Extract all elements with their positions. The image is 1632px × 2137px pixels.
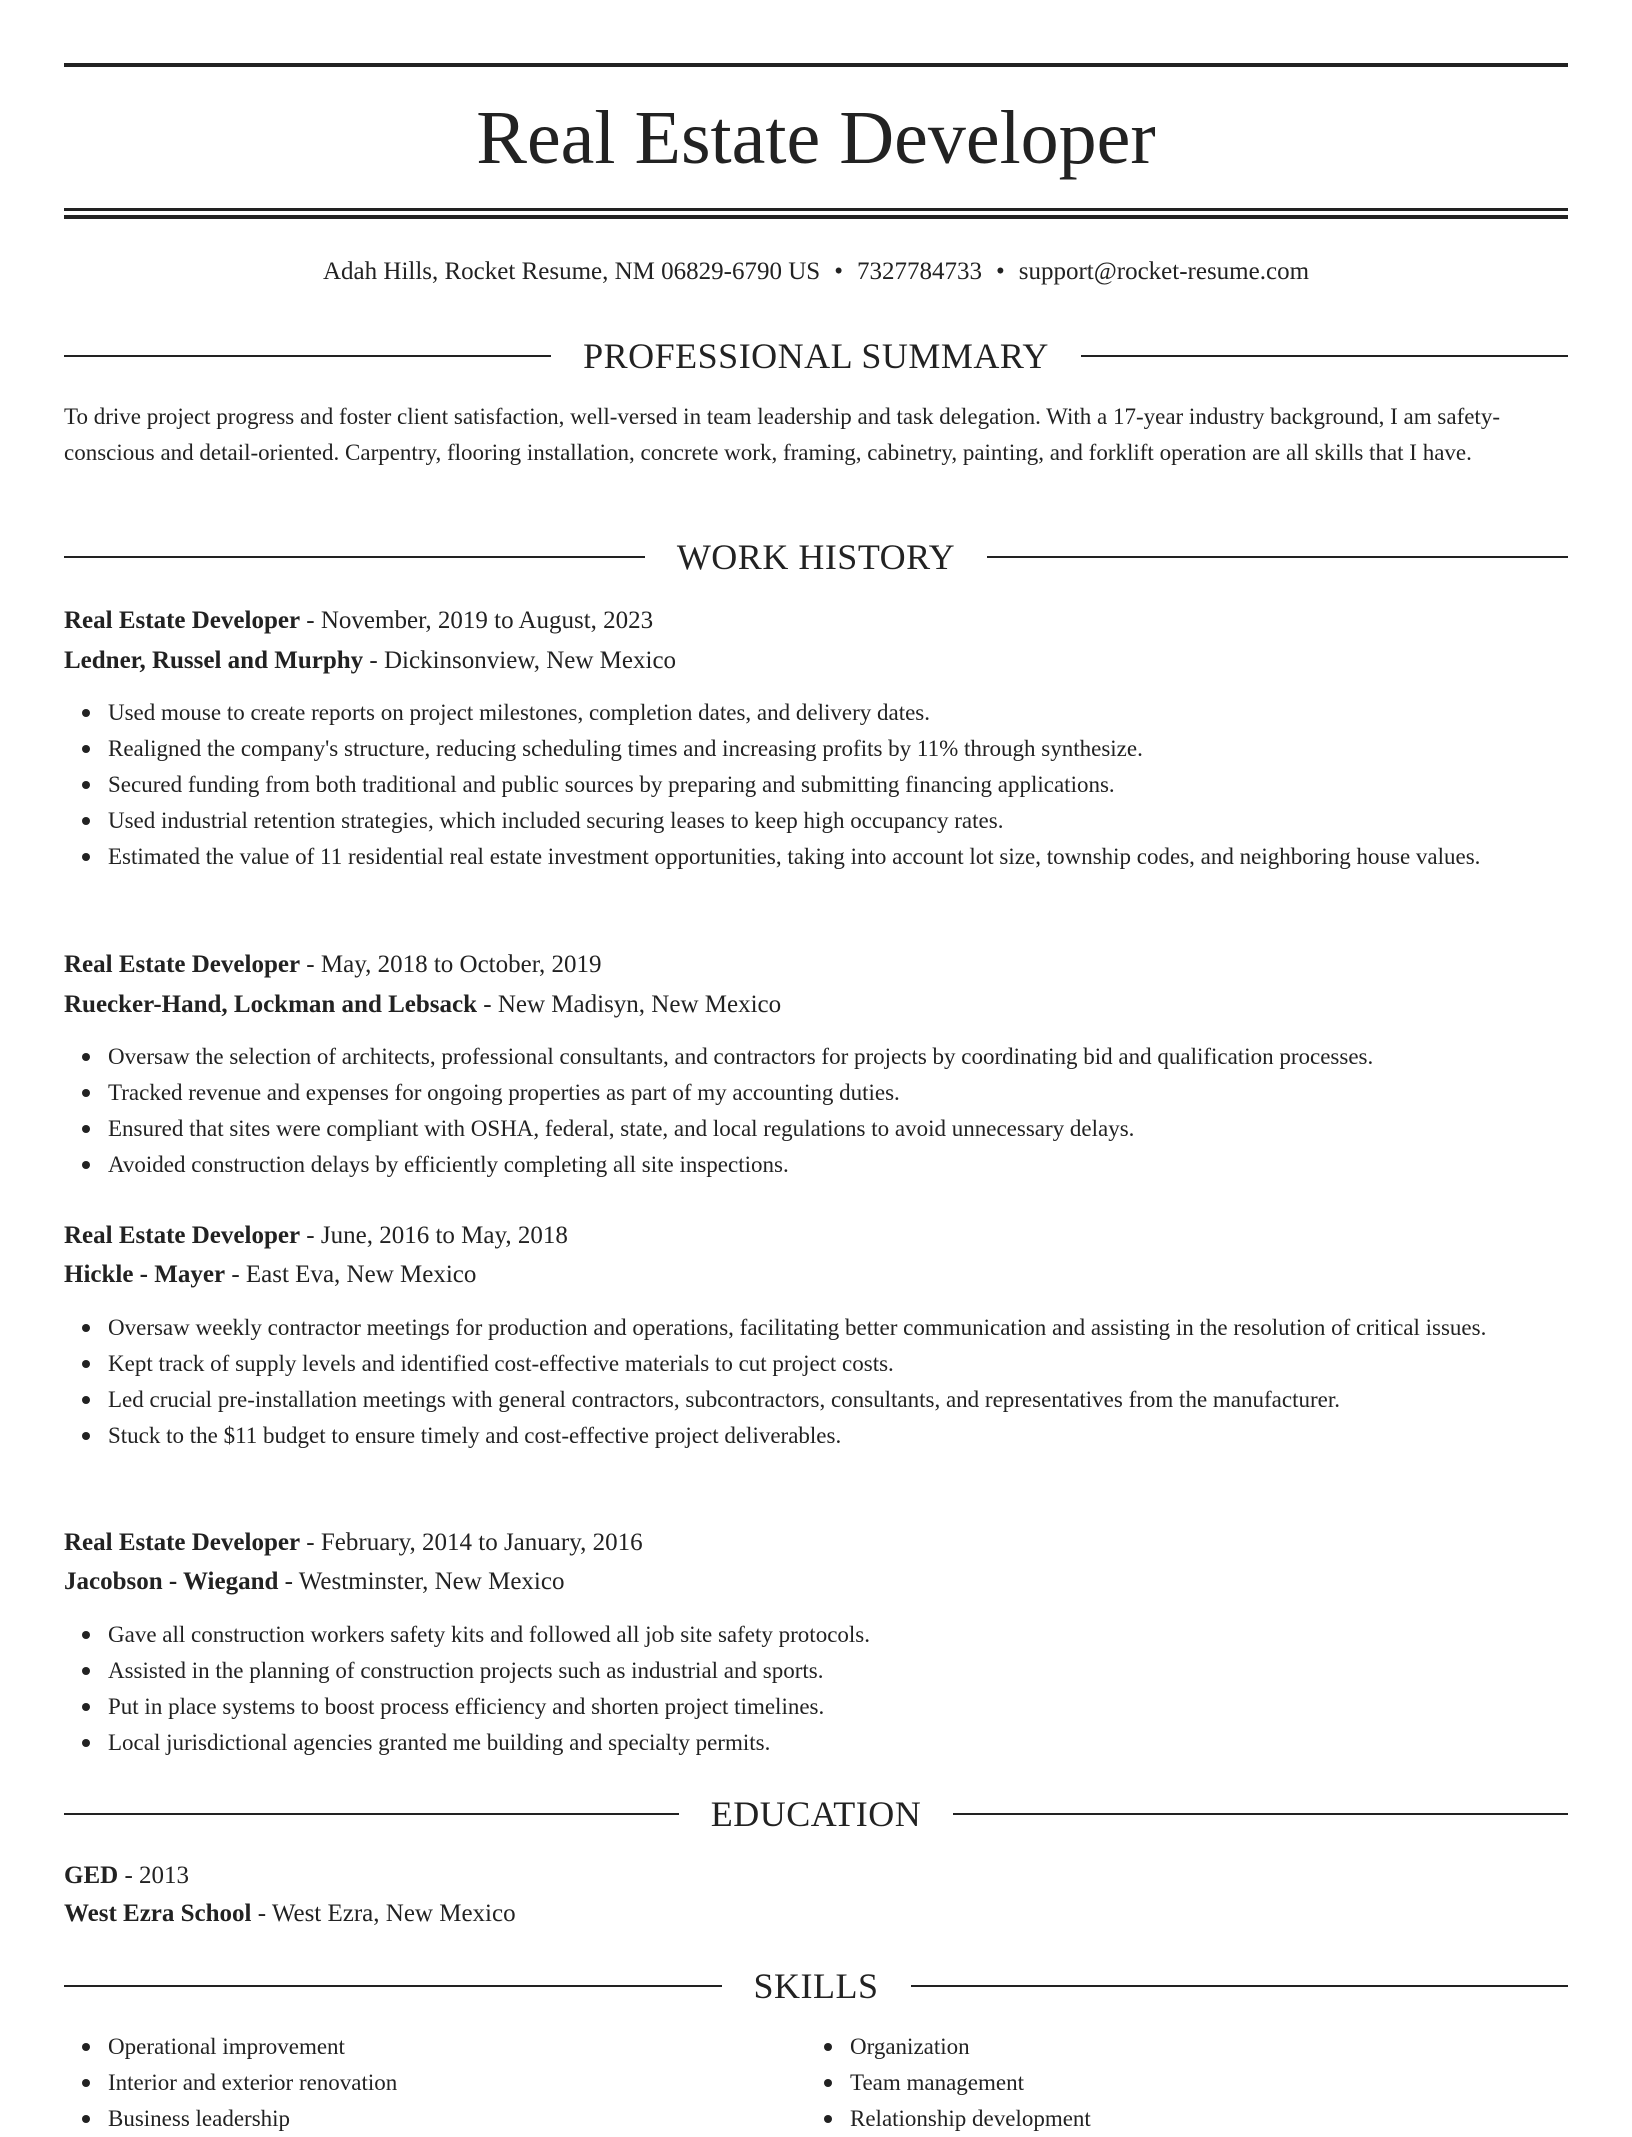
education-degree-line <box>64 1856 1568 1896</box>
job-title-line <box>64 1216 1568 1256</box>
education-degree: GED <box>64 1862 119 1889</box>
job-bullet: Gave all construction workers safety kits and followed all job site safety protocols. <box>108 1617 1568 1653</box>
job-title-line <box>64 945 1568 985</box>
job-bullet: Oversaw weekly contractor meetings for production and operations, facilitating better communication and assisting in the resolution of critical issues. <box>108 1310 1568 1346</box>
job-title: Real Estate Developer <box>64 951 301 978</box>
skill-item: Team management <box>850 2065 1632 2101</box>
job-company-line <box>64 1562 1568 1602</box>
job-location: - Westminster, New Mexico <box>278 1568 565 1595</box>
job-bullet: Stuck to the $11 budget to ensure timely and cost-effective project deliverables. <box>108 1418 1568 1454</box>
job-title: Real Estate Developer <box>64 1529 301 1556</box>
section-divider <box>987 556 1568 558</box>
education-school: West Ezra School <box>64 1900 252 1927</box>
job-bullets <box>64 1617 1568 1761</box>
job-title-line <box>64 601 1568 641</box>
section-divider <box>1081 355 1568 357</box>
section-divider <box>953 1813 1568 1815</box>
section-heading-work <box>64 534 1568 580</box>
section-title: PROFESSIONAL SUMMARY <box>583 336 1049 376</box>
section-divider <box>911 1985 1569 1987</box>
job-location: - New Madisyn, New Mexico <box>477 991 782 1018</box>
job-company-line <box>64 641 1568 681</box>
contact-line <box>64 252 1568 292</box>
job-bullet: Assisted in the planning of construction projects such as industrial and sports. <box>108 1653 1568 1689</box>
job-bullet: Realigned the company's structure, reducing scheduling times and increasing profits by 11% through synthesize. <box>108 731 1568 767</box>
skill-item: Relationship development <box>850 2101 1632 2137</box>
skill-item: Organization <box>850 2029 1632 2065</box>
job-dates: - May, 2018 to October, 2019 <box>300 951 602 978</box>
header-bottom-rule-thick <box>64 215 1568 219</box>
header-bottom-rule <box>64 208 1568 211</box>
job-title-line <box>64 1523 1568 1563</box>
job-bullet: Ensured that sites were compliant with OSHA, federal, state, and local regulations to avoid unnecessary delays. <box>108 1111 1568 1147</box>
job-bullet: Put in place systems to boost process efficiency and shorten project timelines. <box>108 1689 1568 1725</box>
section-divider <box>64 355 551 357</box>
job-bullet: Secured funding from both traditional and public sources by preparing and submitting financing applications. <box>108 767 1568 803</box>
section-divider <box>64 556 645 558</box>
section-heading-education <box>64 1791 1568 1837</box>
section-heading-skills <box>64 1963 1568 2009</box>
job-company: Jacobson - Wiegand <box>64 1568 279 1595</box>
contact-separator: • <box>995 258 1005 285</box>
skills-list-right <box>806 2029 1632 2137</box>
skill-item: Operational improvement <box>108 2029 1568 2065</box>
contact-phone: 7327784733 <box>856 258 982 285</box>
job-title: Real Estate Developer <box>64 607 301 634</box>
skill-item: Interior and exterior renovation <box>108 2065 1568 2101</box>
job-bullet: Avoided construction delays by efficiently completing all site inspections. <box>108 1147 1568 1183</box>
job-company: Ledner, Russel and Murphy <box>64 647 364 674</box>
summary-text: To drive project progress and foster client satisfaction, well-versed in team leadership and task delegation. With a 17-year industry background, I am safety-conscious and detail-oriented. Carpentry, flooring installation, concrete work, framing, cabinetry, painting, and forklift operation are all skills that I have. <box>64 404 1500 465</box>
job-location: - East Eva, New Mexico <box>225 1261 477 1288</box>
contact-address: Adah Hills, Rocket Resume, NM 06829-6790 US <box>322 258 821 285</box>
section-heading-summary <box>64 333 1568 379</box>
header-top-rule <box>64 63 1568 67</box>
job-bullets <box>64 1310 1568 1454</box>
job-dates: - November, 2019 to August, 2023 <box>300 607 654 634</box>
section-title: EDUCATION <box>710 1794 922 1834</box>
job-bullet: Kept track of supply levels and identified cost-effective materials to cut project costs. <box>108 1346 1568 1382</box>
job-location: - Dickinsonview, New Mexico <box>363 647 677 674</box>
contact-separator: • <box>834 258 843 285</box>
education-school-line <box>64 1894 1568 1934</box>
job-bullet: Estimated the value of 11 residential real estate investment opportunities, taking into account lot size, township codes, and neighboring house values. <box>108 839 1568 875</box>
job-bullet: Used industrial retention strategies, which included securing leases to keep high occupancy rates. <box>108 803 1568 839</box>
job-company-line <box>64 985 1568 1025</box>
job-bullets <box>64 1039 1568 1183</box>
section-divider <box>64 1985 722 1987</box>
education-year: - 2013 <box>118 1862 190 1889</box>
section-title: SKILLS <box>753 1966 879 2006</box>
job-bullet: Led crucial pre-installation meetings with general contractors, subcontractors, consultants, and representatives from the manufacturer. <box>108 1382 1568 1418</box>
job-bullet: Used mouse to create reports on project milestones, completion dates, and delivery dates. <box>108 695 1568 731</box>
job-company: Hickle - Mayer <box>64 1261 226 1288</box>
resume-title: Real Estate Developer <box>476 96 1156 180</box>
skill-item: Business leadership <box>108 2101 1568 2137</box>
job-title: Real Estate Developer <box>64 1222 301 1249</box>
job-company-line <box>64 1255 1568 1295</box>
job-dates: - June, 2016 to May, 2018 <box>300 1222 568 1249</box>
contact-email[interactable]: support@rocket-resume.com <box>1018 258 1310 285</box>
job-bullet: Tracked revenue and expenses for ongoing properties as part of my accounting duties. <box>108 1075 1568 1111</box>
job-bullet: Oversaw the selection of architects, professional consultants, and contractors for projects by coordinating bid and qualification processes. <box>108 1039 1568 1075</box>
job-bullets <box>64 695 1568 875</box>
education-location: - West Ezra, New Mexico <box>251 1900 516 1927</box>
section-divider <box>64 1813 679 1815</box>
job-dates: - February, 2014 to January, 2016 <box>300 1529 643 1556</box>
job-bullet: Local jurisdictional agencies granted me building and specialty permits. <box>108 1725 1568 1761</box>
section-title: WORK HISTORY <box>676 537 956 577</box>
job-company: Ruecker-Hand, Lockman and Lebsack <box>64 991 478 1018</box>
